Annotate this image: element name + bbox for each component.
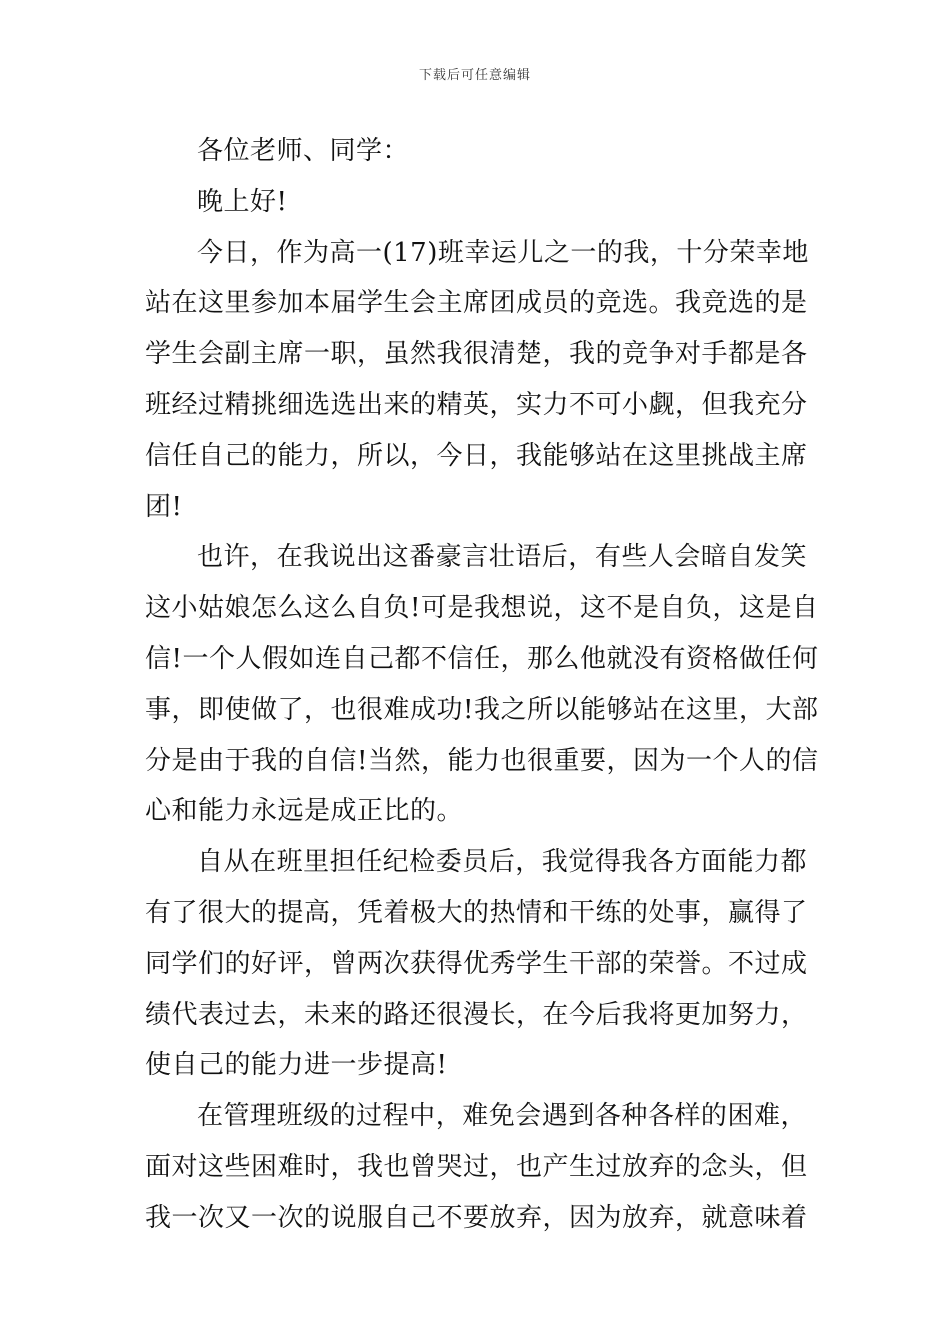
paragraph-line: 在管理班级的过程中，难免会遇到各种各样的困难， (197, 1101, 807, 1132)
paragraph-line: 有了很大的提高，凭着极大的热情和干练的处事，赢得了 (145, 897, 808, 928)
paragraph-line: 今日，作为高一(17)班幸运儿之一的我，十分荣幸地 (197, 237, 809, 268)
paragraph-line: 同学们的好评，曾两次获得优秀学生干部的荣誉。不过成 (145, 948, 808, 979)
paragraph-line: 信任自己的能力，所以，今日，我能够站在这里挑战主席 (145, 440, 808, 471)
paragraph-line: 使自己的能力进一步提高! (145, 1050, 448, 1081)
paragraph-line: 自从在班里担任纪检委员后，我觉得我各方面能力都 (197, 847, 807, 878)
paragraph-line: 也许，在我说出这番豪言壮语后，有些人会暗自发笑 (197, 542, 807, 573)
paragraph-line: 绩代表过去，未来的路还很漫长，在今后我将更加努力， (145, 999, 808, 1030)
paragraph-line: 信!一个人假如连自己都不信任，那么他就没有资格做任何 (145, 643, 819, 674)
greeting-line: 晚上好! (197, 186, 288, 217)
paragraph-line: 事，即使做了，也很难成功!我之所以能够站在这里，大部 (145, 694, 819, 725)
paragraph-line: 这小姑娘怎么这么自负!可是我想说，这不是自负，这是自 (145, 593, 819, 624)
paragraph-line: 心和能力永远是成正比的。 (145, 796, 464, 827)
paragraph-line: 我一次又一次的说服自己不要放弃，因为放弃，就意味着 (145, 1202, 808, 1233)
salutation-line: 各位老师、同学： (197, 136, 410, 166)
paragraph-line: 面对这些困难时，我也曾哭过，也产生过放弃的念头，但 (145, 1151, 808, 1182)
page-header: 下载后可任意编辑 (418, 68, 531, 83)
document-body (145, 126, 819, 1244)
paragraph-line: 分是由于我的自信!当然，能力也很重要，因为一个人的信 (145, 745, 819, 776)
paragraph-line: 学生会副主席一职，虽然我很清楚，我的竞争对手都是各 (145, 339, 808, 370)
paragraph-line: 团! (145, 491, 183, 522)
paragraph-line: 站在这里参加本届学生会主席团成员的竞选。我竞选的是 (145, 288, 808, 319)
paragraph-line: 班经过精挑细选选出来的精英，实力不可小觑，但我充分 (145, 389, 808, 420)
